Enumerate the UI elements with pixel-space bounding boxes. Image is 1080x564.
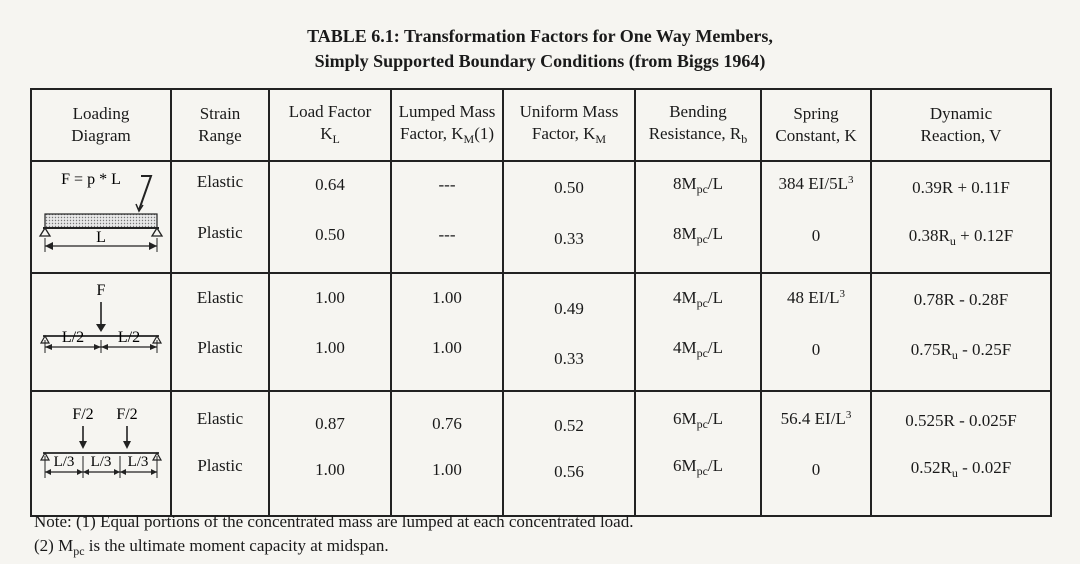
load-label-left: F/2 <box>72 406 94 423</box>
rb-value: $8M_{pc}/L$ <box>672 224 724 246</box>
left-support-icon <box>40 228 50 236</box>
header-strain-range: Strain Range <box>171 89 269 161</box>
strain-elastic: Elastic <box>196 172 244 191</box>
v-value: 0.78R - 0.28F <box>913 290 1009 309</box>
km-uniform-value: 0.49 <box>554 299 584 318</box>
load-factor-cell <box>269 161 391 273</box>
load-pointer-arrow <box>139 176 151 210</box>
kl-value: 0.50 <box>315 225 345 244</box>
strain-elastic: Elastic <box>196 409 244 428</box>
table-title <box>0 24 1080 74</box>
distributed-load-block <box>45 214 157 228</box>
spring-constant-cell <box>761 273 871 391</box>
kl-value: 1.00 <box>315 460 345 479</box>
strain-elastic: Elastic <box>196 288 244 307</box>
kl-value: 1.00 <box>315 288 345 307</box>
km-uniform-value: 0.52 <box>554 416 584 435</box>
k-value: 0 <box>811 460 821 479</box>
spring-constant-cell <box>761 161 871 273</box>
k-value: 0 <box>811 340 821 359</box>
km-uniform-value: 0.33 <box>554 229 584 248</box>
strain-cell <box>171 161 269 273</box>
uniform-mass-cell <box>503 161 635 273</box>
loading-diagram-third-points <box>31 391 171 516</box>
bending-resistance-cell <box>635 273 761 391</box>
dynamic-reaction-cell <box>871 161 1051 273</box>
v-value: $0.75R_u - 0.25F$ <box>910 340 1012 362</box>
strain-plastic: Plastic <box>197 456 243 475</box>
span-label: L/3 <box>90 454 112 470</box>
load-factor-cell <box>269 391 391 516</box>
v-value: $0.52R_u - 0.02F$ <box>910 458 1012 480</box>
v-value: $0.38R_u + 0.12F$ <box>908 226 1014 248</box>
km-uniform-value: 0.56 <box>554 462 584 481</box>
loading-diagram-uniform <box>31 161 171 273</box>
load-label-right: F/2 <box>116 406 138 423</box>
km-uniform-value: 0.33 <box>554 349 584 368</box>
rb-value: $6M_{pc}/L$ <box>672 456 724 478</box>
span-label: L <box>96 229 106 246</box>
km-lumped-value: 1.00 <box>432 338 462 357</box>
uniform-mass-cell <box>503 273 635 391</box>
center-load-diagram <box>33 274 169 385</box>
bending-resistance-cell <box>635 161 761 273</box>
load-label: F = p * L <box>61 171 121 188</box>
km-lumped-value: 1.00 <box>432 288 462 307</box>
rb-value: $4M_{pc}/L$ <box>672 288 724 310</box>
strain-plastic: Plastic <box>197 338 243 357</box>
table-row-group-third-point-load <box>31 391 1051 516</box>
header-loading-diagram: Loading Diagram <box>31 89 171 161</box>
transformation-factors-table <box>30 88 1052 517</box>
span-label-left: L/2 <box>61 329 85 346</box>
table-row-group-uniform-load <box>31 161 1051 273</box>
dynamic-reaction-cell <box>871 391 1051 516</box>
km-lumped-value: --- <box>438 225 456 244</box>
km-uniform-value: 0.50 <box>554 178 584 197</box>
table-row-group-center-load <box>31 273 1051 391</box>
header-dynamic-reaction: Dynamic Reaction, V <box>871 89 1051 161</box>
k-value: 48 $EI/L^3$ <box>787 288 845 307</box>
third-point-load-diagram <box>33 392 169 510</box>
strain-cell <box>171 273 269 391</box>
title-line-2: Simply Supported Boundary Conditions (from Biggs 1964) <box>314 51 766 71</box>
span-label: L/3 <box>127 454 149 470</box>
strain-cell <box>171 391 269 516</box>
km-lumped-value: 0.76 <box>432 414 462 433</box>
lumped-mass-cell <box>391 273 503 391</box>
load-factor-cell <box>269 273 391 391</box>
loading-diagram-center-point <box>31 273 171 391</box>
k-value: 384 $EI/5L^3$ <box>778 174 854 193</box>
v-value: 0.39R + 0.11F <box>912 178 1010 197</box>
rb-value: $8M_{pc}/L$ <box>672 174 724 196</box>
k-value: 0 <box>811 226 821 245</box>
uniform-load-diagram <box>33 162 169 267</box>
span-label-right: L/2 <box>117 329 141 346</box>
header-load-factor: Load Factor $K_L$ <box>269 89 391 161</box>
right-support-icon <box>152 228 162 236</box>
note-line-2: (2) $M_{pc}$ is the ultimate moment capacity at midspan. <box>34 536 389 558</box>
header-row <box>31 89 1051 161</box>
km-lumped-value: --- <box>438 175 456 194</box>
load-label: F <box>96 282 106 299</box>
kl-value: 0.64 <box>315 175 345 194</box>
bending-resistance-cell <box>635 391 761 516</box>
rb-value: $4M_{pc}/L$ <box>672 338 724 360</box>
lumped-mass-cell <box>391 391 503 516</box>
kl-value: 0.87 <box>315 414 345 433</box>
k-value: 56.4 $EI/L^3$ <box>780 409 852 428</box>
rb-value: $6M_{pc}/L$ <box>672 409 724 431</box>
kl-value: 1.00 <box>315 338 345 357</box>
strain-plastic: Plastic <box>197 223 243 242</box>
span-label: L/3 <box>53 454 75 470</box>
header-lumped-mass: Lumped Mass Factor, $K_M(1)$ <box>391 89 503 161</box>
dynamic-reaction-cell <box>871 273 1051 391</box>
title-line-1: TABLE 6.1: Transformation Factors for One Way Members, <box>307 26 773 46</box>
lumped-mass-cell <box>391 161 503 273</box>
note-line-1: Note: (1) Equal portions of the concentrated mass are lumped at each concentrated load. <box>34 512 634 531</box>
header-bending-resistance: Bending Resistance, $R_b$ <box>635 89 761 161</box>
header-spring-constant: Spring Constant, K <box>761 89 871 161</box>
km-lumped-value: 1.00 <box>432 460 462 479</box>
uniform-mass-cell <box>503 391 635 516</box>
spring-constant-cell <box>761 391 871 516</box>
v-value: 0.525R - 0.025F <box>905 411 1017 430</box>
table-notes <box>34 510 633 563</box>
header-uniform-mass: Uniform Mass Factor, $K_M$ <box>503 89 635 161</box>
